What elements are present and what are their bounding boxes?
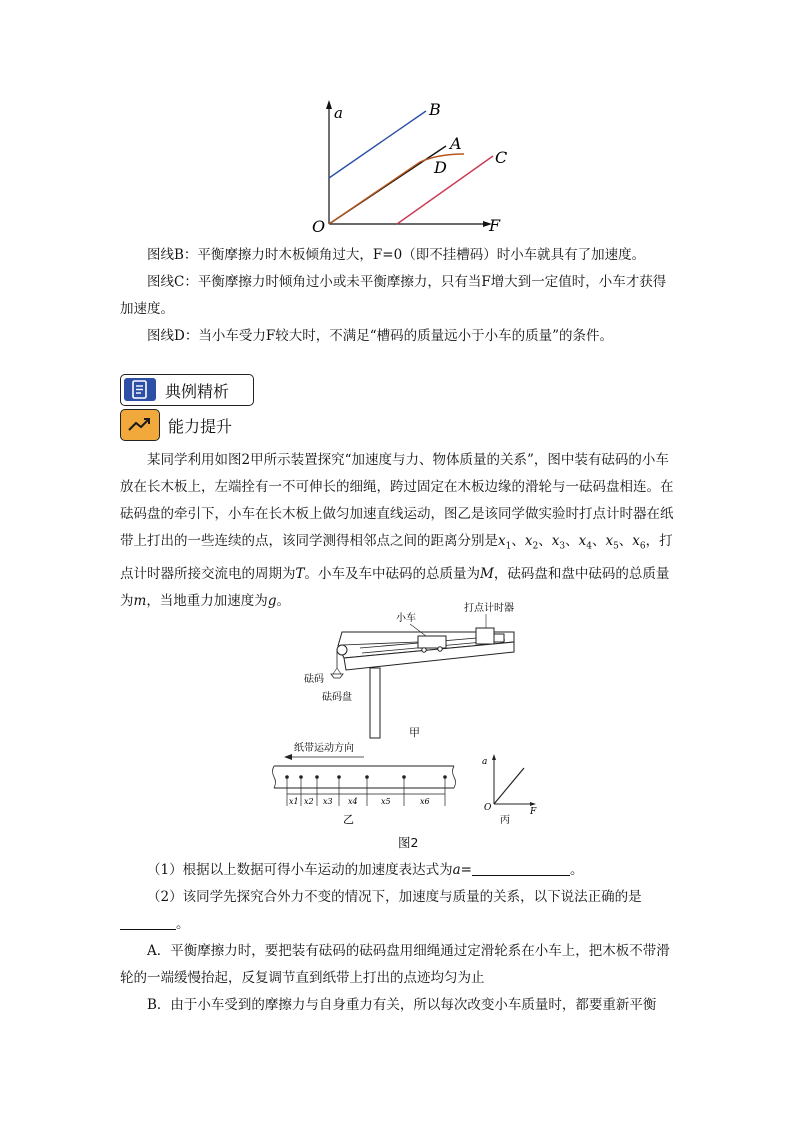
weight-pan [331,674,343,678]
problem-text: 某同学利用如图2甲所示装置探究“加速度与力、物体质量的关系”，图中装有砝码的小车放在长木板上，左端拴有一不可伸长的细绳，跨过固定在木板边缘的滑轮与一砝码盘相连。在砝码盘的牵引下，小车在长木板上做匀加速直线运动，图乙是该同学做实验时打点计时器在纸带上打出的一些连续的点，该同学测得相邻点之间的距离分别是$x_1$、$x_2$、$x_3$、$x_4$、$x_5$、$x_6$，打点计时器所接交流电的周期为T。小车及车中砝码的总质量为M，砝码盘和盘中砝码的总质量为m，当地重力加速度为g。 [120,452,674,609]
table-leg [370,668,380,738]
line-label-a: A [450,134,462,153]
small-graph-x: F [530,807,537,817]
a-f-graph [300,96,520,238]
x-axis-label: F [489,216,501,235]
timer [476,628,494,644]
small-a-f-graph [478,750,548,826]
tape-seg-x3: x3 [323,797,333,806]
tape-seg-x5: x5 [381,797,391,806]
answer-blank-2[interactable] [120,915,176,930]
y-axis-arrow [326,100,332,109]
section-examples-title: 典例精析 [165,382,230,401]
cart [418,636,446,648]
figure-label-jia: 甲 [409,726,420,739]
option-b: B．由于小车受到的摩擦力与自身重力有关，所以每次改变小车质量时，都要重新平衡 [147,997,657,1013]
question-2: （2）该同学先探究合外力不变的情况下，加速度与质量的关系，以下说法正确的是。 [120,884,676,938]
section-ability-title: 能力提升 [168,417,233,436]
pulley [337,645,347,655]
y-axis-label: a [334,104,343,122]
paper-tape-figure [268,740,458,828]
small-graph-y: a [482,757,488,767]
figure-caption: 图2 [398,835,419,850]
explanation-d: 图线D：当小车受力F较大时，不满足“槽码的质量远小于小车的质量”的条件。 [147,328,613,344]
document-icon [124,378,156,401]
tape-seg-x2: x2 [304,797,314,806]
figure-label-yi: 乙 [343,813,354,826]
tape-seg-x1: x1 [289,797,299,806]
tape-seg-x4: x4 [348,797,358,806]
line-label-b: B [429,100,441,119]
section-examples [120,374,254,406]
question-1: （1）根据以上数据可得小车运动的加速度表达式为a= 。 [147,862,584,878]
tape-seg-x6: x6 [420,797,430,806]
line-label-c: C [495,148,508,167]
cart-label: 小车 [396,613,416,624]
explanation-c: 图线C：平衡摩擦力时倾角过小或未平衡摩擦力，只有当F增大到一定值时，小车才获得加速度。 [120,274,667,317]
answer-blank-1[interactable] [472,861,570,876]
tape-direction-label: 纸带运动方向 [294,743,354,754]
timer-label: 打点计时器 [464,603,514,614]
small-graph-o: O [484,803,492,813]
option-a: A．平衡摩擦力时，要把装有砝码的砝码盘用细绳通过定滑轮系在小车上，把木板不带滑轮的一端缓慢抬起，反复调节直到纸带上打出的点迹均匀为止 [120,943,670,986]
line-label-d: D [434,158,447,177]
trend-up-icon [120,409,160,441]
small-graph-line [494,768,524,804]
explanation-b: 图线B：平衡摩擦力时木板倾角过大，F=0（即不挂槽码）时小车就具有了加速度。 [147,247,646,263]
figure-label-bing: 丙 [500,815,510,826]
apparatus-figure [300,600,530,742]
pan-label: 砝码盘 [322,692,352,703]
weight-label: 砝码 [304,674,324,685]
origin-label: O [312,217,326,236]
